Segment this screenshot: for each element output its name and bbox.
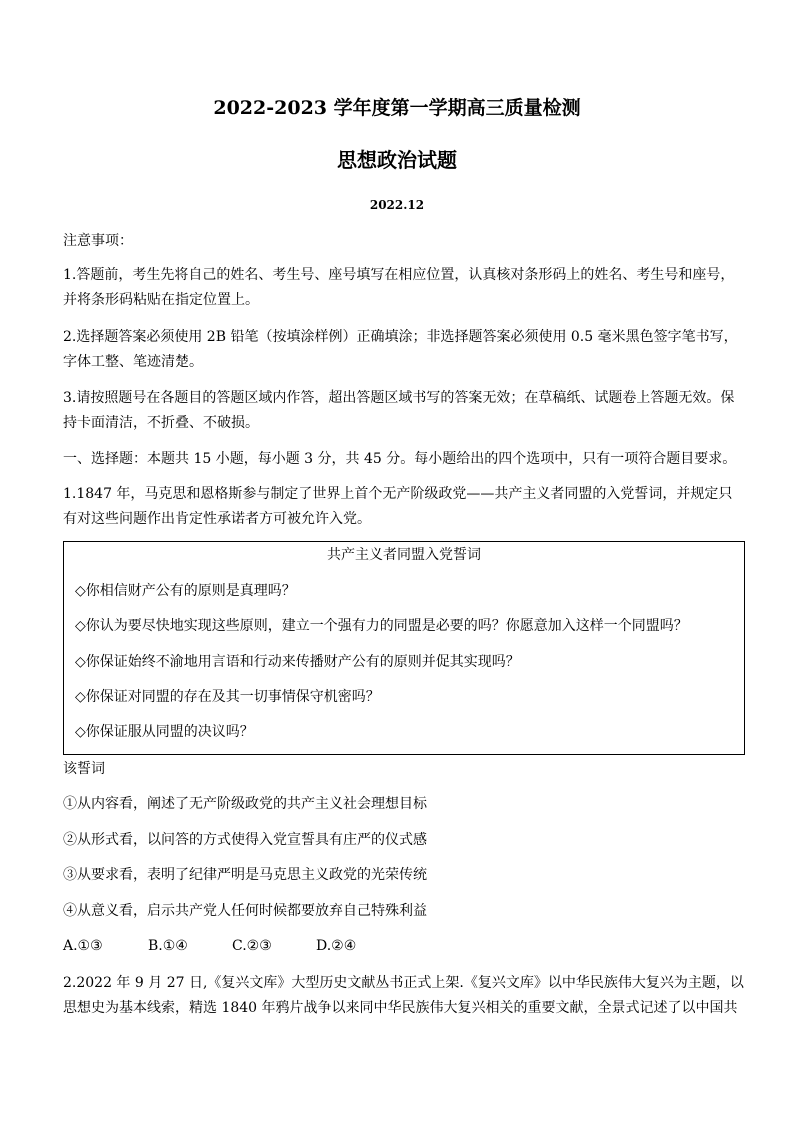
option-c: C.②③ (232, 938, 272, 954)
notice-item-line: 1.答题前，考生先将自己的姓名、考生号、座号填写在相应位置，认真核对条形码上的姓名、考生号和座号， (63, 267, 735, 283)
exam-subject: 思想政治试题 (337, 148, 457, 172)
question-1-lead: 该誓词 (63, 761, 105, 777)
notice-heading: 注意事项： (63, 233, 133, 249)
material-item: ◇你保证服从同盟的决议吗？ (75, 724, 254, 740)
exam-date: 2022.12 (369, 198, 425, 212)
material-item: ◇你保证始终不渝地用言语和行动来传播财产公有的原则并促其实现吗？ (75, 654, 520, 670)
notice-item-line: 字体工整、笔迹清楚。 (63, 354, 203, 370)
statement-3: ③从要求看，表明了纪律严明是马克思主义政党的光荣传统 (63, 867, 427, 883)
notice-item-line: 2.选择题答案必须使用 2B 铅笔（按填涂样例）正确填涂；非选择题答案必须使用 0.5 毫米黑色签字笔书写， (63, 329, 738, 345)
statement-4: ④从意义看，启示共产党人任何时候都要放弃自己特殊利益 (63, 903, 427, 919)
question-2-stem-line: 思想史为基本线索，精选 1840 年鸦片战争以来同中华民族伟大复兴相关的重要文献，全景式记述了以中国共 (63, 1000, 738, 1016)
notice-item-line: 并将条形码粘贴在指定位置上。 (63, 292, 259, 308)
statement-1: ①从内容看，阐述了无产阶级政党的共产主义社会理想目标 (63, 796, 427, 812)
notice-item-line: 3.请按照题号在各题目的答题区域内作答，超出答题区域书写的答案无效；在草稿纸、试题卷上答题无效。保 (63, 390, 735, 406)
section-heading: 一、选择题：本题共 15 小题，每小题 3 分，共 45 分。每小题给出的四个选项中，只有一项符合题目要求。 (63, 451, 737, 467)
material-title: 共产主义者同盟入党誓词 (327, 547, 481, 563)
question-1-stem-line: 1.1847 年，马克思和恩格斯参与制定了世界上首个无产阶级政党——共产主义者同盟的入党誓词，并规定只 (63, 486, 733, 502)
question-2-stem-line: 2.2022 年 9 月 27 日,《复兴文库》大型历史文献丛书正式上架.《复兴文库》以中华民族伟大复兴为主题，以 (63, 975, 744, 991)
material-item: ◇你保证对同盟的存在及其一切事情保守机密吗？ (75, 689, 380, 705)
question-1-material-box (63, 541, 745, 755)
option-d: D.②④ (316, 938, 357, 954)
exam-title: 2022-2023 学年度第一学期高三质量检测 (213, 97, 581, 119)
option-b: B.①④ (148, 938, 188, 954)
option-a: A.①③ (63, 938, 103, 954)
question-1-stem-line: 有对这些问题作出肯定性承诺者方可被允许入党。 (63, 511, 371, 527)
statement-2: ②从形式看，以问答的方式使得入党宣誓具有庄严的仪式感 (63, 832, 427, 848)
material-item: ◇你相信财产公有的原则是真理吗？ (75, 583, 296, 599)
material-item: ◇你认为要尽快地实现这些原则，建立一个强有力的同盟是必要的吗？你愿意加入这样一个同盟吗？ (75, 618, 688, 634)
notice-item-line: 持卡面清洁，不折叠、不破损。 (63, 415, 259, 431)
